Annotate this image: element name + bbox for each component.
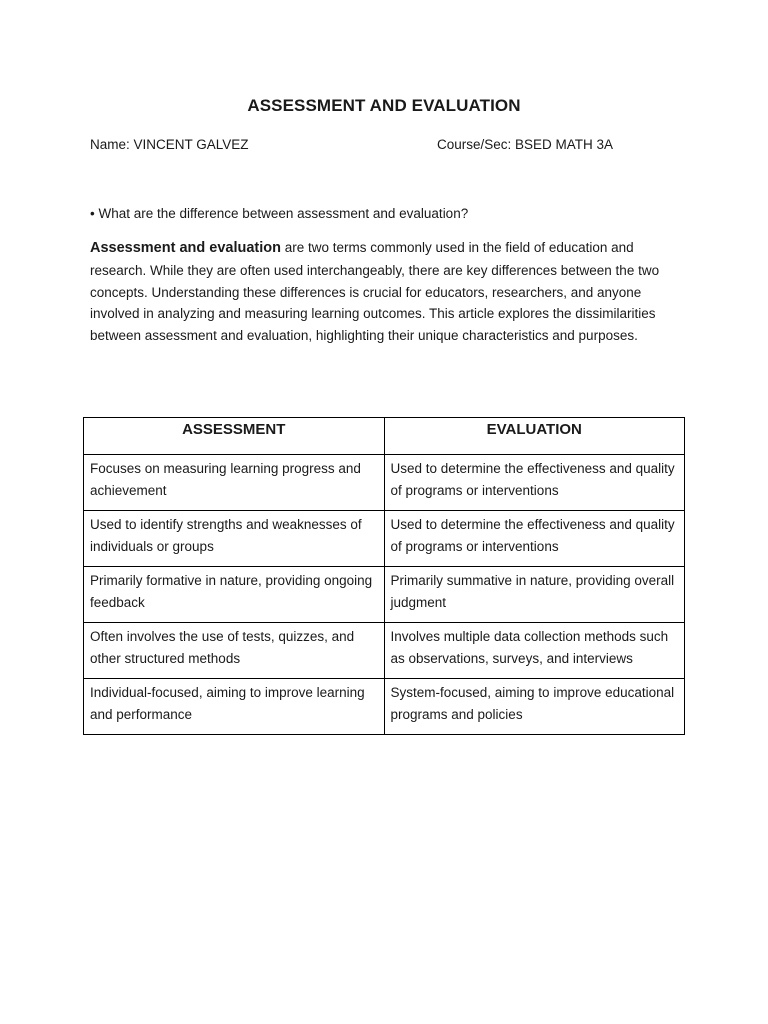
evaluation-cell: Involves multiple data collection methods such as observations, surveys, and interviews — [384, 623, 685, 679]
table-header-row — [84, 418, 685, 455]
assessment-cell: Focuses on measuring learning progress and achievement — [84, 455, 385, 511]
table-row — [84, 455, 685, 511]
table-row — [84, 679, 685, 735]
assessment-cell: Used to identify strengths and weaknesses of individuals or groups — [84, 511, 385, 567]
evaluation-cell: Primarily summative in nature, providing overall judgment — [384, 567, 685, 623]
comparison-table — [83, 417, 685, 735]
intro-lead-bold: Assessment and evaluation — [90, 240, 281, 256]
assessment-cell: Individual-focused, aiming to improve learning and performance — [84, 679, 385, 735]
evaluation-cell: Used to determine the effectiveness and quality of programs or interventions — [384, 455, 685, 511]
evaluation-cell: System-focused, aiming to improve educational programs and policies — [384, 679, 685, 735]
evaluation-cell: Used to determine the effectiveness and quality of programs or interventions — [384, 511, 685, 567]
table-row — [84, 567, 685, 623]
assessment-cell: Primarily formative in nature, providing ongoing feedback — [84, 567, 385, 623]
assessment-cell: Often involves the use of tests, quizzes, and other structured methods — [84, 623, 385, 679]
course-section: Course/Sec: BSED MATH 3A — [437, 137, 614, 152]
intro-body: are two terms commonly used in the field of education and research. While they are often used interchangeably, there are key differences between the two concepts. Understanding these differences is crucial for educators, researchers, and anyone involved in analyzing and measuring learning outcomes. This article explores the dissimilarities between assessment and evaluation, highlighting their unique characteristics and purposes. — [90, 240, 660, 344]
intro-paragraph — [90, 237, 682, 347]
question-bullet: • What are the difference between assessment and evaluation? — [90, 206, 469, 221]
table-row — [84, 511, 685, 567]
student-name: Name: VINCENT GALVEZ — [90, 137, 249, 152]
document-title: ASSESSMENT AND EVALUATION — [247, 96, 521, 115]
header-evaluation: EVALUATION — [384, 418, 685, 455]
header-assessment: ASSESSMENT — [84, 418, 385, 455]
table-row — [84, 623, 685, 679]
